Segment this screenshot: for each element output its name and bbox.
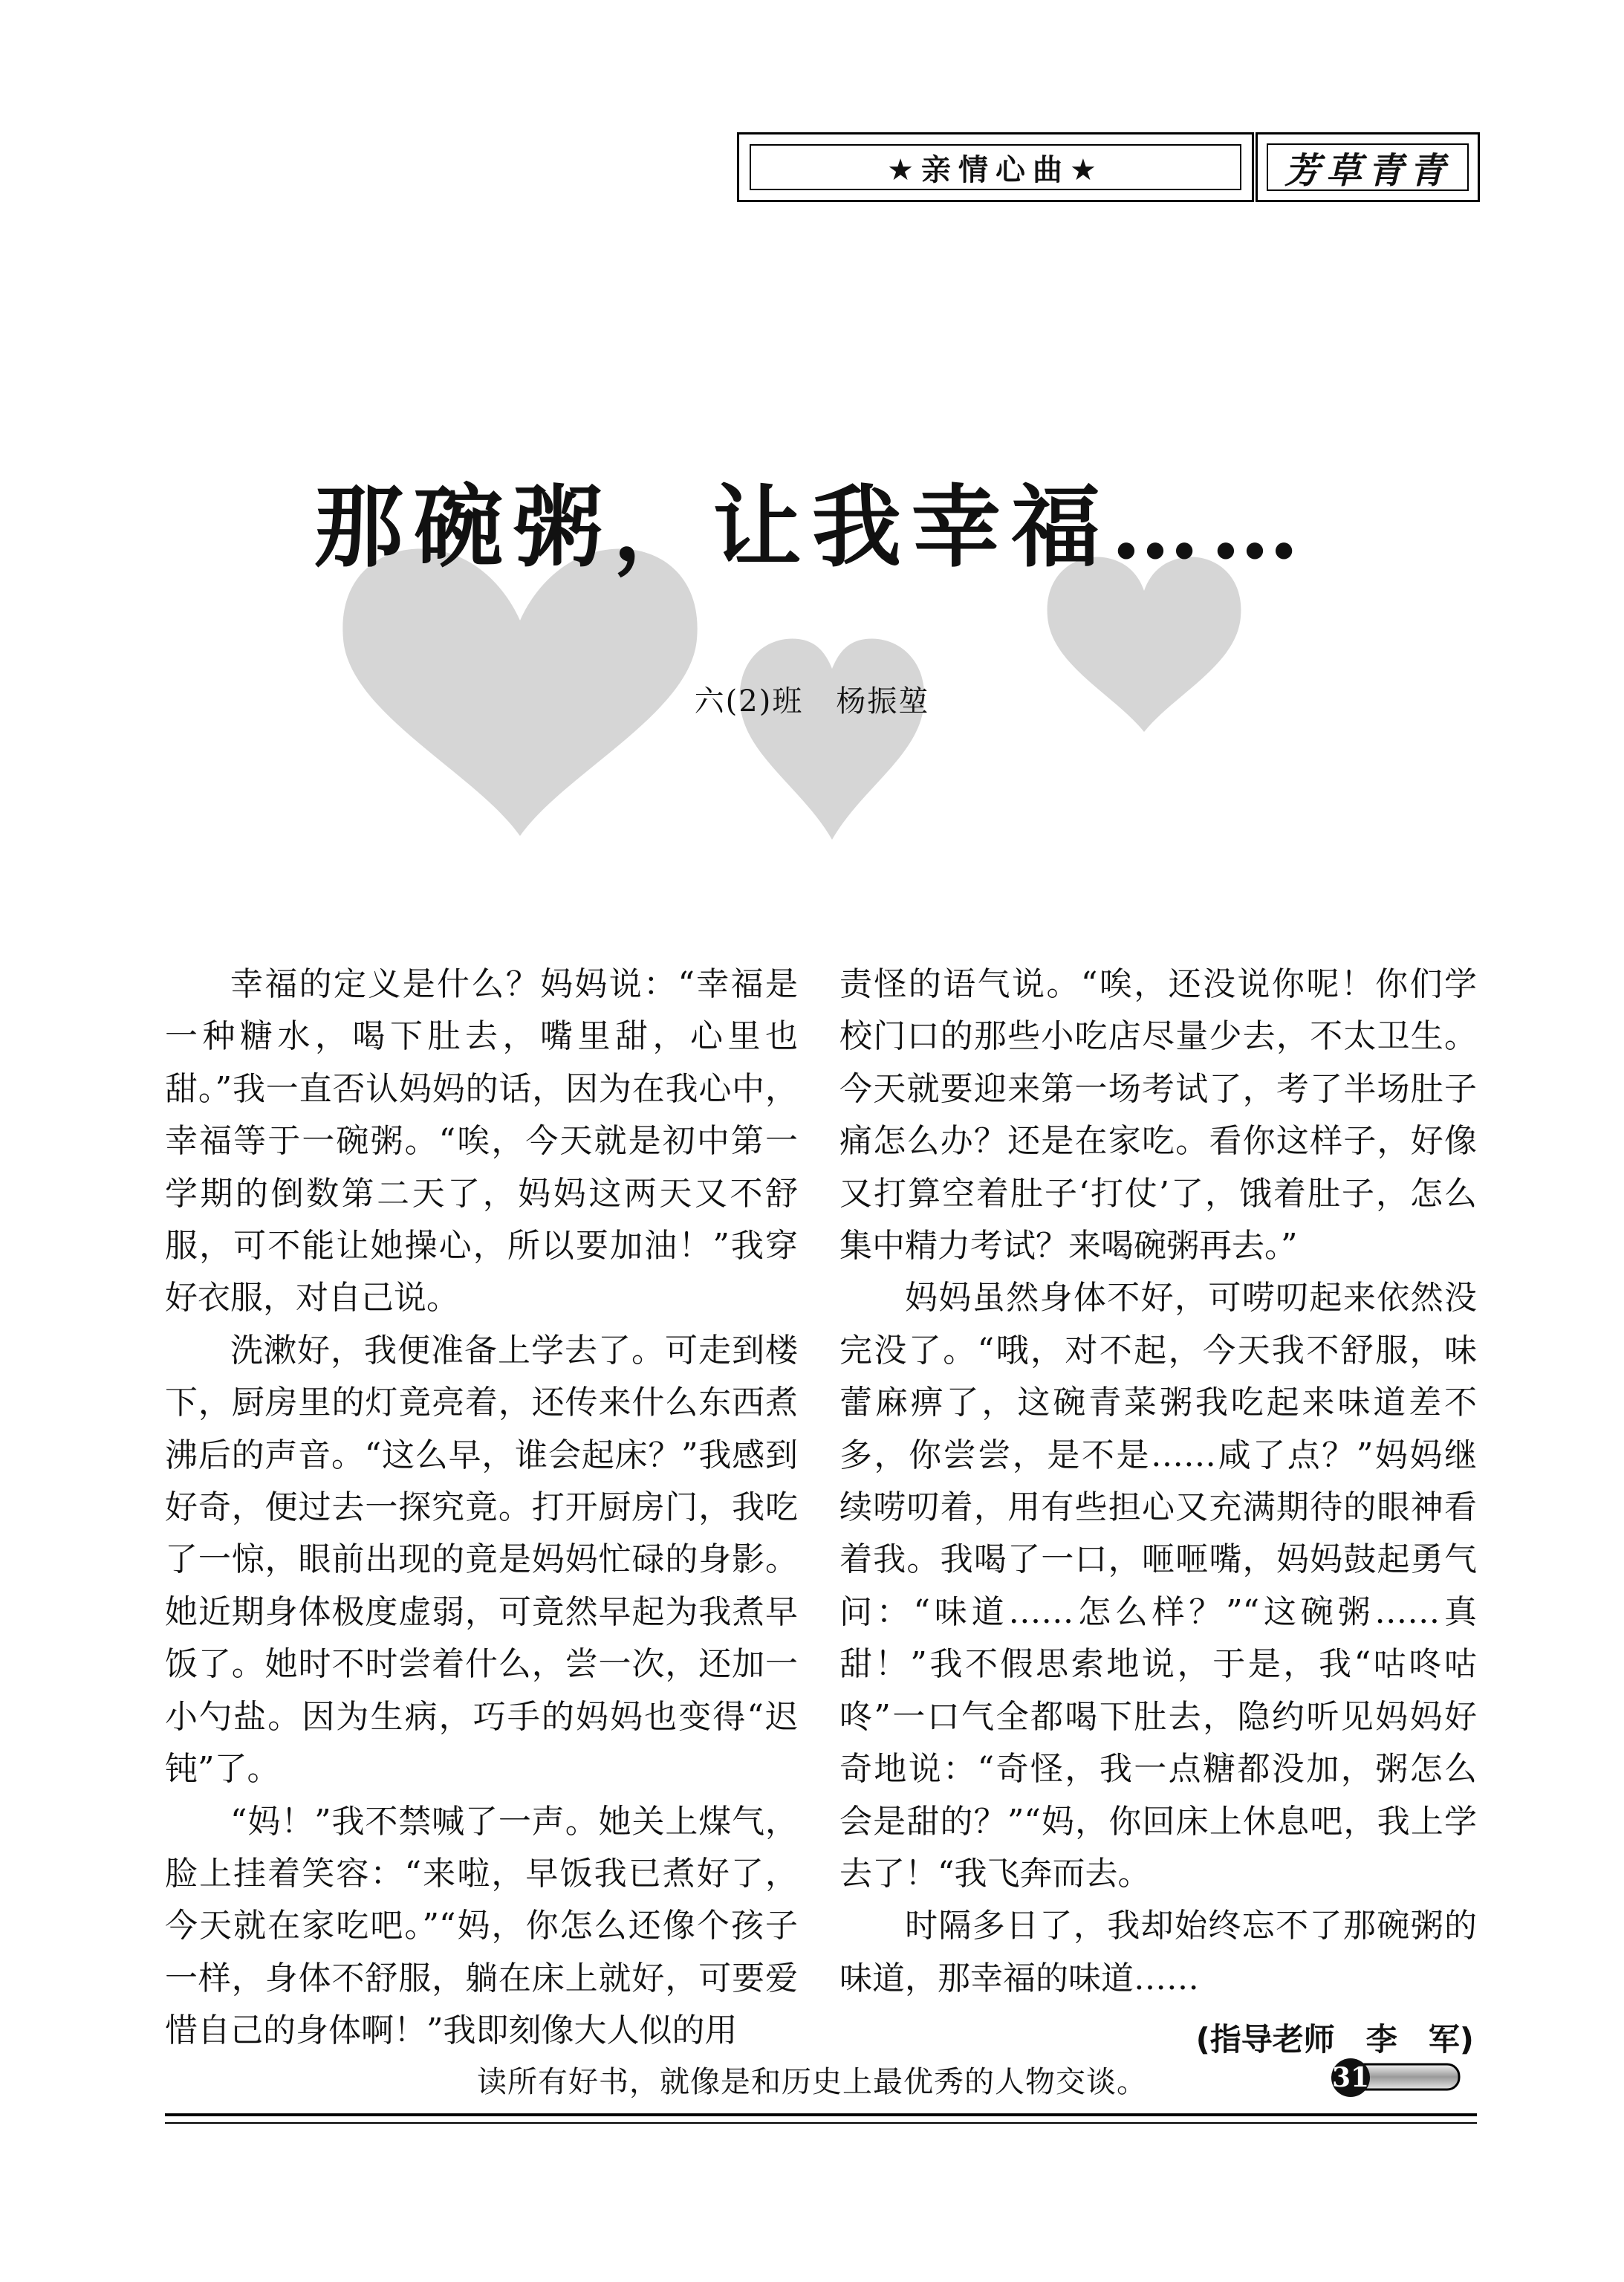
paragraph: 洗漱好，我便准备上学去了。可走到楼下，厨房里的灯竟亮着，还传来什么东西煮沸后的声音。“这么早，谁会起床？”我感到好奇，便过去一探究竟。打开厨房门，我吃了一惊，眼前出现的竟是妈妈忙碌的身影。她近期身体极度虚弱，可竟然早起为我煮早饭了。她时不时尝着什么，尝一次，还加一小勺盐。因为生病，巧手的妈妈也变得“迟钝”了。 — [165, 1331, 798, 1789]
article-title: 那碗粥，让我幸福…… — [314, 475, 1310, 580]
paragraph: 妈妈虽然身体不好，可唠叨起来依然没完没了。“哦，对不起，今天我不舒服，味蕾麻痹了，这碗青菜粥我吃起来味道差不多，你尝尝，是不是……咸了点？”妈妈继续唠叨着，用有些担心又充满期待的眼神看着我。我喝了一口，咂咂嘴，妈妈鼓起勇气问：“味道……怎么样？”“这碗粥……真甜！”我不假思索地说，于是，我“咕咚咕咚”一口气全都喝下肚去，隐约听见妈妈好奇地说：“奇怪，我一点糖都没加，粥怎么会是甜的？”“妈，你回床上休息吧，我上学去了！“我飞奔而去。 — [839, 1279, 1477, 1893]
byline — [0, 678, 1624, 720]
footer-rule-thin — [165, 2122, 1477, 2124]
footer-quote: 读所有好书，就像是和历史上最优秀的人物交谈。 — [477, 2065, 1147, 2099]
body-column-right — [839, 959, 1477, 2067]
body-column-left — [165, 959, 798, 2058]
paragraph: 时隔多日了，我却始终忘不了那碗粥的味道，那幸福的味道…… — [839, 1907, 1477, 1997]
byline-author: 杨振堃 — [836, 684, 930, 719]
byline-class: 六(2)班 — [694, 684, 804, 719]
paragraph: “妈！”我不禁喊了一声。她关上煤气，脸上挂着笑容：“来啦，早饭我已煮好了，今天就在家吃吧。”“妈，你怎么还像个孩子一样，身体不舒服，躺在床上就好，可要爱惜自己的身体啊！”我即刻像大人似的用 — [165, 1802, 798, 2050]
paragraph: 幸福的定义是什么？妈妈说：“幸福是一种糖水，喝下肚去，嘴里甜，心里也甜。”我一直否认妈妈的话，因为在我心中，幸福等于一碗粥。“唉，今天就是初中第一学期的倒数第二天了，妈妈这两天又不舒服，可不能让她操心，所以要加油！”我穿好衣服，对自己说。 — [165, 965, 798, 1317]
column-label: ★亲情心曲★ — [750, 144, 1241, 190]
advisor-signature: (指导老师 李 军) — [1195, 2021, 1474, 2058]
decorative-hearts — [0, 0, 1624, 892]
paragraph-continued: 责怪的语气说。“唉，还没说你呢！你们学校门口的那些小吃店尽量少去，不太卫生。今天就要迎来第一场考试了，考了半场肚子痛怎么办？还是在家吃。看你这样子，好像又打算空着肚子‘打仗’了，饿着肚子，怎么集中精力考试？来喝碗粥再去。” — [839, 965, 1477, 1265]
heart-middle-icon — [740, 638, 925, 840]
footer-rule — [165, 2113, 1477, 2116]
section-name: 芳草青青 — [1267, 143, 1469, 191]
page-number: 31 — [1331, 2058, 1370, 2097]
